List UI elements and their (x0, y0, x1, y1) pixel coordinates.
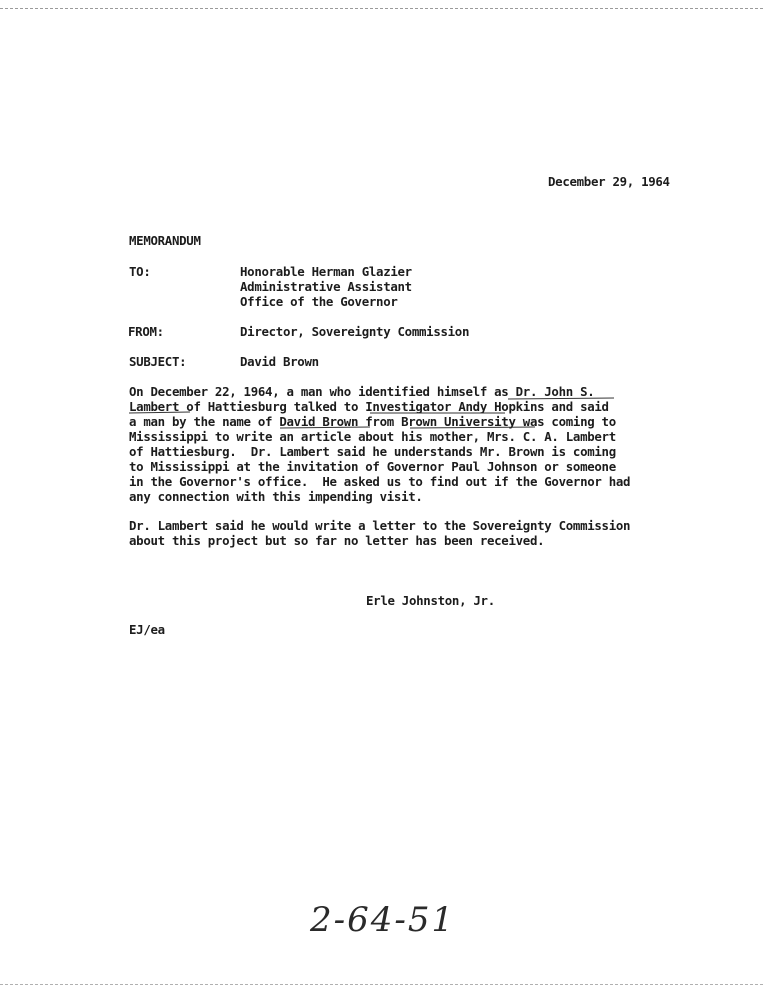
paragraph-1-line: On December 22, 1964, a man who identified himself as Dr. John S. (129, 384, 595, 399)
paragraph-1-line: of Hattiesburg. Dr. Lambert said he understands Mr. Brown is coming (129, 444, 616, 459)
page-bottom-edge (0, 984, 763, 986)
page-top-edge (0, 0, 763, 9)
subject-value: David Brown (240, 354, 319, 369)
to-line-3: Office of the Governor (240, 294, 398, 309)
from-label: FROM: (128, 324, 164, 339)
paragraph-1-line: Mississippi to write an article about his mother, Mrs. C. A. Lambert (129, 429, 616, 444)
paragraph-1-line: a man by the name of David Brown from Brown University was coming to (129, 414, 616, 429)
paragraph-1-line: any connection with this impending visit. (129, 489, 423, 504)
to-line-2: Administrative Assistant (240, 279, 412, 294)
to-line-1: Honorable Herman Glazier (240, 264, 412, 279)
memo-heading: MEMORANDUM (129, 233, 201, 248)
initials: EJ/ea (129, 622, 165, 637)
signature: Erle Johnston, Jr. (366, 593, 495, 608)
paragraph-1-line: to Mississippi at the invitation of Governor Paul Johnson or someone (129, 459, 616, 474)
paragraph-1-line: in the Governor's office. He asked us to find out if the Governor had (129, 474, 631, 489)
subject-label: SUBJECT: (129, 354, 187, 369)
paragraph-2-line: about this project but so far no letter has been received. (129, 533, 545, 548)
paragraph-2-line: Dr. Lambert said he would write a letter to the Sovereignty Commission (129, 518, 631, 533)
paragraph-1-line: Lambert of Hattiesburg talked to Investigator Andy Hopkins and said (129, 399, 609, 414)
handwritten-number: 2-64-51 (310, 900, 456, 940)
memo-date: December 29, 1964 (548, 174, 670, 189)
from-value: Director, Sovereignty Commission (240, 324, 470, 339)
to-label: TO: (129, 264, 151, 279)
